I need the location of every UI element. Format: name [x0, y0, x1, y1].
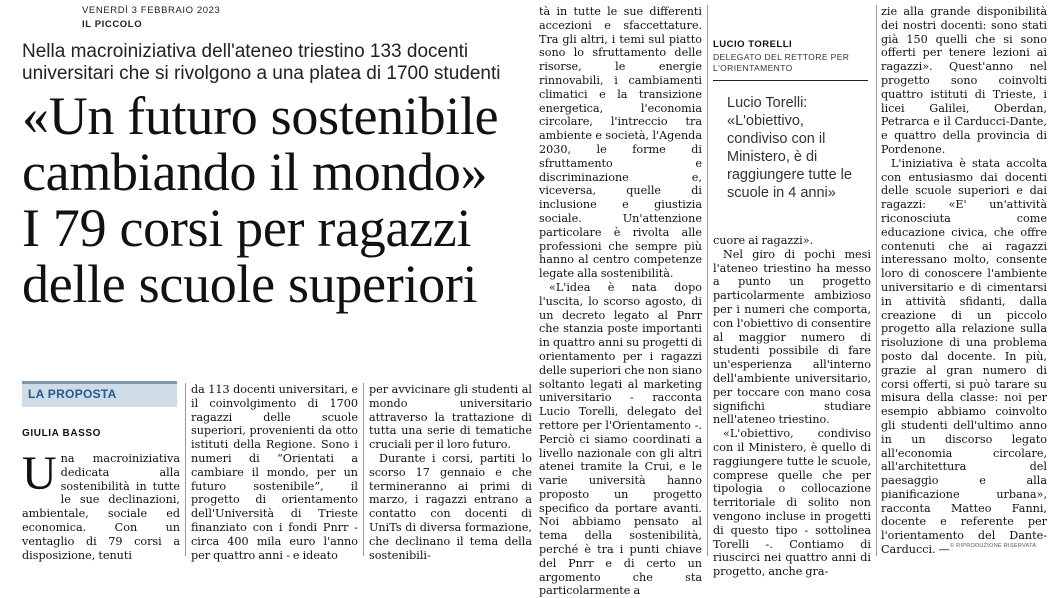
paragraph: zie alla grande disponibilità dei nostri docenti: sono stati già 150 quelli che si sono offerti per tenere lezioni ai ragazzi». Quest'anno nel progetto sono coinvolti quattro istituti di Trieste, i licei Galilei, Oberdan, Petrarca e il Carducci-Dante, e quattro della provincia di Pordenone.: [881, 5, 1047, 156]
drop-cap: U: [22, 447, 57, 500]
headline-line: delle scuole superiori: [22, 254, 478, 314]
text-column-3: [369, 383, 532, 562]
interviewee-role: DELEGATO DEL RETTORE PER L'ORIENTAMENTO: [713, 52, 850, 73]
article-headline: [22, 88, 527, 312]
text-column-2: [191, 383, 358, 562]
pull-quote: Lucio Torelli: «L'obiettivo, condiviso con il Ministero, è di raggiungere tutte le scuole in 4 anni»: [727, 95, 852, 201]
text-column-4: [539, 5, 702, 598]
column-divider: [876, 5, 877, 556]
newspaper-name: IL PICCOLO: [82, 19, 143, 30]
box-divider: [713, 80, 868, 81]
paragraph: [22, 447, 180, 562]
paragraph: cuore ai ragazzi».: [713, 234, 814, 247]
text-column-1: [22, 447, 180, 562]
author-byline: GIULIA BASSO: [22, 428, 102, 439]
headline-line: «Un futuro sostenibile: [22, 86, 499, 146]
section-rubric: LA PROPOSTA: [22, 381, 177, 407]
paragraph: tà in tutte le sue differenti accezioni e sfaccettature. Tra gli altri, i temi sul piatto sono lo sfruttamento delle risorse, le energie rinnovabili, i cambiamenti climatici e la transizione energetica, l'economia circolare, l'intreccio tra ambiente e società, l'Agenda 2030, le forme di sfruttamento e discriminazione e, viceversa, quelle di inclusione e giustizia sociale. Un'attenzione particolare è rivolta alle professioni che sempre più hanno al centro competenze legate alla sostenibilità.: [539, 5, 702, 281]
issue-date: VENERDÌ 3 FEBBRAIO 2023: [82, 5, 221, 16]
paragraph: da 113 docenti universitari, e il coinvolgimento di 1700 ragazzi delle scuole superiori, provenienti da otto istituti della Regione. Sono i numeri di “Orientati a cambiare il mondo, per un futuro sostenibile”, il progetto di orientamento dell'Università di Trieste finanziato con i fondi Pnrr - circa 400 mila euro l'anno per quattro anni - e ideato: [191, 383, 358, 562]
paragraph: per avvicinare gli studenti al mondo universitario attraverso la trattazione di tutta una serie di tematiche cruciali per il loro futuro.: [369, 383, 532, 452]
headline-line: I 79 corsi per ragazzi: [22, 198, 472, 258]
paragraph: L'iniziativa è stata accolta con entusiasmo dai docenti delle scuole superiori e dai ragazzi: «E' un'attività riconosciuta come educazione civica, che offre contenuti che ai ragazzi interessano molto, consente loro di conoscere l'ambiente universitario e di cimentarsi in attività sfidanti, dalla creazione di un piccolo progetto alla relazione sulla risoluzione di una problema posto dal docente. In più, grazie al gran numero di corsi offerti, si può tarare su misura della classe: noi per esempio abbiamo coinvolto gli studenti dell'ultimo anno in un discorso legato all'economia circolare, all'architettura del paesaggio e alla pianificazione urbana», racconta Matteo Fanni, docente e referente per l'orientamento del Dante-Carducci. —: [881, 156, 1047, 557]
paragraph: Nel giro di pochi mesi l'ateneo triestino ha messo a punto un progetto particolarmente ambizioso per i numeri che comporta, con l'obiettivo di consentire al maggior numero di studenti possibile di fare un'esperienza all'interno dell'ambiente universitario, per toccare con mano cosa significhi studiare nell'ateneo triestino.: [713, 247, 871, 427]
copyright-notice: © RIPRODUZIONE RISERVATA: [950, 543, 1037, 549]
paragraph: Durante i corsi, partiti lo scorso 17 gennaio e che termineranno ai primi di marzo, i ragazzi entrano a contatto con docenti di UniTs di diversa formazione, che declinano il tema della sostenibili-: [369, 451, 532, 562]
paragraph-text: na macroiniziativa dedicata alla sostenibilità in tutte le sue declinazioni, ambientale, sociale ed economica. Con un ventaglio di 79 corsi a disposizione, tenuti: [22, 452, 180, 562]
text-column-5: [713, 234, 871, 579]
paragraph: «L'idea è nata dopo l'uscita, lo scorso agosto, di un decreto legato al Pnrr che stanzia poste importanti in quattro anni su progetti di orientamento per i ragazzi delle superiori che non siano soltanto legati al marketing universitario - racconta Lucio Torelli, delegato del rettore per l'Orientamento -. Perciò ci siamo coordinati a livello nazionale con gli altri atenei tramite la Crui, e le varie università hanno proposto un progetto specifico da portare avanti. Noi abbiamo pensato al tema della sostenibilità, perché è tra i punti chiave del Pnrr e di certo un argomento che sta particolarmente a: [539, 280, 702, 598]
column-divider: [707, 5, 708, 556]
article-subhead: Nella macroiniziativa dell'ateneo triestino 133 docenti universitari che si rivolgono a una platea di 1700 studenti: [22, 41, 501, 84]
headline-line: cambiando il mondo»: [22, 142, 488, 202]
paragraph: «L'obiettivo, condiviso con il Ministero, è quello di raggiungere tutte le scuole, comprese quelle che per tipologia o collocazione territoriale di solito non vengono incluse in progetti di questo tipo - sottolinea Torelli -. Contiamo di riuscirci nei quattro anni di progetto, anche gra-: [713, 427, 871, 579]
column-divider: [363, 383, 364, 556]
column-divider: [185, 383, 186, 556]
interviewee-name: LUCIO TORELLI: [713, 39, 793, 50]
